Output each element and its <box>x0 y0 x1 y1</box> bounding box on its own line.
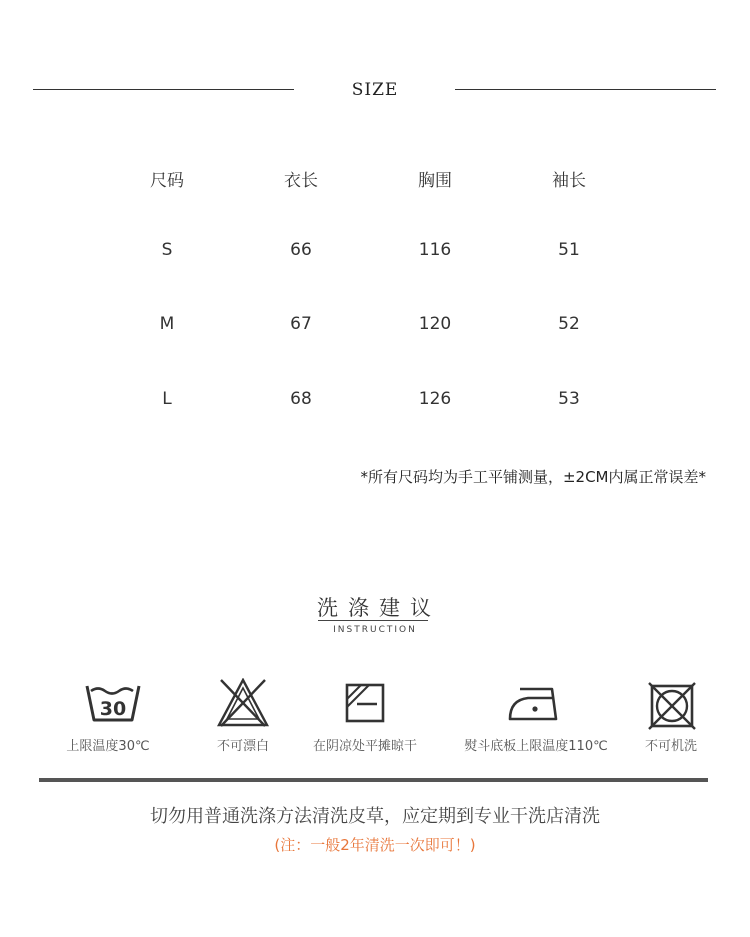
do-not-bleach-icon <box>217 678 269 728</box>
cell-length: 68 <box>290 389 312 409</box>
cell-length: 66 <box>290 240 312 260</box>
cell-size: L <box>162 389 172 409</box>
size-right-rule <box>455 89 716 90</box>
cell-sleeve: 53 <box>558 389 580 409</box>
size-left-rule <box>33 89 294 90</box>
do-not-tumble-dry-icon <box>648 682 696 730</box>
header-size: 尺码 <box>150 171 184 191</box>
care-advice: 切勿用普通洗涤方法清洗皮草，应定期到专业干洗店清洗 <box>150 806 600 827</box>
do-not-tumble-dry-label: 不可机洗 <box>644 739 697 754</box>
care-advice-note: (注：一般2年清洗一次即可！) <box>274 836 476 854</box>
size-title: SIZE <box>351 80 399 100</box>
care-subtitle: INSTRUCTION <box>333 625 417 635</box>
section-divider <box>39 778 708 782</box>
dry-flat-in-shade-icon <box>345 683 385 723</box>
care-title-underline <box>318 620 428 621</box>
cell-chest: 116 <box>418 240 452 260</box>
header-length: 衣长 <box>284 171 318 191</box>
cell-sleeve: 52 <box>558 314 580 334</box>
cell-size: M <box>159 314 175 334</box>
iron-low-heat-icon <box>508 686 564 722</box>
care-title: 洗涤建议 <box>317 596 441 620</box>
cell-chest: 126 <box>418 389 452 409</box>
cell-sleeve: 51 <box>558 240 580 260</box>
measurement-note: *所有尺码均为手工平铺测量，±2CM内属正常误差* <box>360 468 706 486</box>
header-sleeve: 袖长 <box>552 171 586 191</box>
cell-size: S <box>161 240 173 260</box>
iron-label: 熨斗底板上限温度110℃ <box>464 739 608 754</box>
do-not-bleach-label: 不可漂白 <box>216 739 269 754</box>
dry-flat-label: 在阴凉处平摊晾干 <box>312 739 417 754</box>
wash-30-label: 上限温度30℃ <box>66 739 150 754</box>
cell-chest: 120 <box>418 314 452 334</box>
wash-30-icon <box>85 683 141 723</box>
cell-length: 67 <box>290 314 312 334</box>
header-chest: 胸围 <box>418 171 452 191</box>
wash-temp-number: 30 <box>99 698 127 720</box>
